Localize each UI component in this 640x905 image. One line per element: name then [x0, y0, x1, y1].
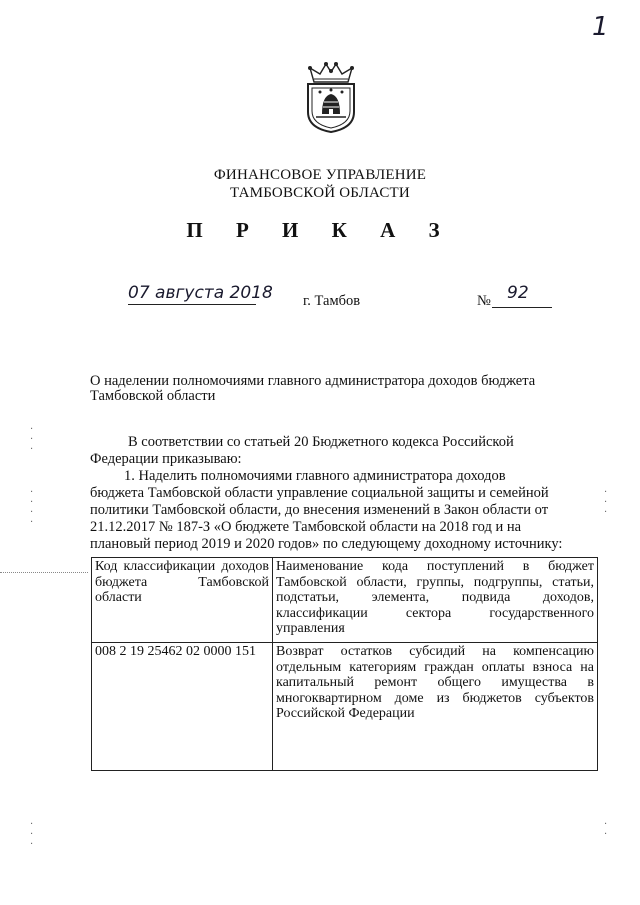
- city-label: г. Тамбов: [303, 293, 361, 309]
- intro-line2: Федерации приказываю:: [90, 451, 242, 467]
- document-title: П Р И К А З: [186, 218, 454, 242]
- date-handwritten: 07 августа 2018: [128, 283, 273, 303]
- scan-dots: · · ·: [30, 819, 34, 850]
- scan-dots: · · · ·: [30, 487, 34, 528]
- table-header-row: [92, 558, 598, 643]
- date-underline: [128, 304, 256, 305]
- table-header-name: Наименование кода поступлений в бюджет Тамбовской области, группы, подгруппы, статьи, подстатьи, элемента, подвида доходов, классификации сектора государственного управления: [273, 558, 598, 643]
- org-name-line1: ФИНАНСОВОЕ УПРАВЛЕНИЕ: [213, 167, 427, 183]
- tambov-coat-of-arms-icon: [300, 62, 362, 134]
- scan-edge-line: [0, 572, 88, 573]
- table-cell-name: Возврат остатков субсидий на компенсацию отдельным категориям граждан оплаты взноса на капитальный ремонт общего имущества в многоквартирном доме из бюджетов субъектов Российской Федерации: [273, 643, 598, 771]
- table-row: [92, 643, 598, 771]
- subject-line2: Тамбовской области: [90, 388, 216, 404]
- subject-line1: О наделении полномочиями главного администратора доходов бюджета: [90, 373, 536, 389]
- scan-dots: · · ·: [604, 487, 608, 518]
- item1-line3: политики Тамбовской области, до внесения изменений в Закон области от: [90, 502, 549, 518]
- number-handwritten: 92: [507, 283, 529, 303]
- body-text: [90, 434, 598, 553]
- item1-line2: бюджета Тамбовской области управление социальной защиты и семейной: [90, 485, 549, 501]
- subject-block: [90, 374, 595, 404]
- number-underline: [492, 307, 552, 308]
- page-number-handwritten: 1: [592, 12, 609, 42]
- number-label: №: [477, 293, 491, 309]
- table-header-code: Код классификации доходов бюджета Тамбовской области: [92, 558, 273, 643]
- item1-line1: 1. Наделить полномочиями главного администратора доходов: [124, 468, 506, 484]
- income-source-table: [91, 557, 598, 771]
- item1-line4: 21.12.2017 № 187-З «О бюджете Тамбовской области на 2018 год и на: [90, 519, 522, 535]
- scan-dots: · ·: [604, 819, 608, 840]
- table-cell-code: 008 2 19 25462 02 0000 151: [92, 643, 273, 771]
- org-name-line2: ТАМБОВСКОЙ ОБЛАСТИ: [230, 185, 410, 201]
- scan-dots: · · ·: [30, 424, 34, 455]
- item1-line5: плановый период 2019 и 2020 годов» по следующему доходному источнику:: [90, 536, 563, 552]
- intro-line1: В соответствии со статьей 20 Бюджетного кодекса Российской: [128, 434, 514, 450]
